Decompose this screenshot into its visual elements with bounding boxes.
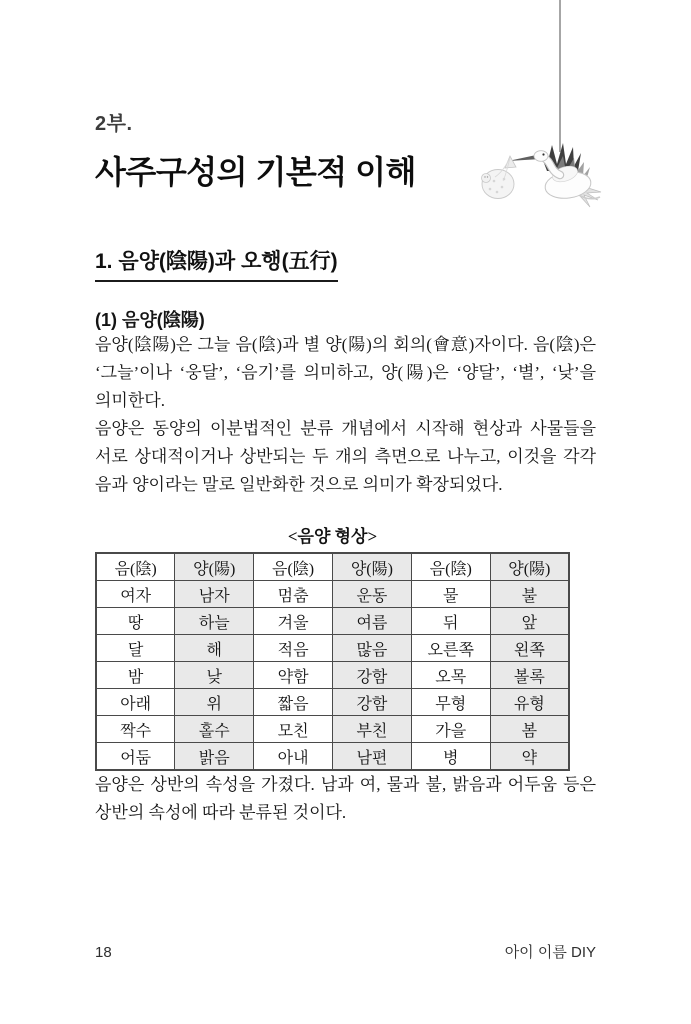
table-cell: 적음 bbox=[254, 635, 333, 662]
paragraph-yinyang-concept: 음양은 동양의 이분법적인 분류 개념에서 시작해 현상과 사물들을 서로 상대적이거나 상반되는 두 개의 측면으로 나누고, 이것을 각각 음과 양이라는 말로 일반화한 것으로 의미가 확장되었다. bbox=[95, 419, 596, 494]
table-row bbox=[96, 716, 569, 743]
table-cell: 짝수 bbox=[96, 716, 175, 743]
book-title: 아이 이름 DIY bbox=[504, 944, 596, 961]
page-title: 사주구성의 기본적 이해 bbox=[95, 154, 416, 190]
table-cell: 아래 bbox=[96, 689, 175, 716]
table-cell: 뒤 bbox=[411, 608, 490, 635]
table-cell: 아내 bbox=[254, 743, 333, 771]
table-cell: 부친 bbox=[332, 716, 411, 743]
yinyang-table bbox=[95, 552, 570, 771]
yinyang-table-head bbox=[96, 553, 569, 581]
table-cell: 홀수 bbox=[175, 716, 254, 743]
table-cell: 땅 bbox=[96, 608, 175, 635]
table-header-cell: 양(陽) bbox=[332, 553, 411, 581]
table-cell: 낮 bbox=[175, 662, 254, 689]
table-cell: 강함 bbox=[332, 662, 411, 689]
table-header-cell: 음(陰) bbox=[96, 553, 175, 581]
paragraph-yinyang-summary: 음양은 상반의 속성을 가졌다. 남과 여, 물과 불, 밝음과 어두움 등은 상반의 속성에 따라 분류된 것이다. bbox=[95, 775, 596, 822]
table-cell: 봄 bbox=[490, 716, 569, 743]
page-number: 18 bbox=[95, 944, 112, 961]
table-title: <음양 형상> bbox=[287, 527, 378, 546]
table-cell: 약 bbox=[490, 743, 569, 771]
table-cell: 위 bbox=[175, 689, 254, 716]
table-cell: 물 bbox=[411, 581, 490, 608]
yinyang-table-body bbox=[96, 581, 569, 771]
table-cell: 겨울 bbox=[254, 608, 333, 635]
table-cell: 모친 bbox=[254, 716, 333, 743]
table-cell: 밤 bbox=[96, 662, 175, 689]
table-header-cell: 음(陰) bbox=[254, 553, 333, 581]
table-cell: 남자 bbox=[175, 581, 254, 608]
table-header-cell: 음(陰) bbox=[411, 553, 490, 581]
table-row bbox=[96, 662, 569, 689]
table-row bbox=[96, 608, 569, 635]
table-cell: 많음 bbox=[332, 635, 411, 662]
table-cell: 운동 bbox=[332, 581, 411, 608]
table-cell: 앞 bbox=[490, 608, 569, 635]
table-cell: 달 bbox=[96, 635, 175, 662]
table-row bbox=[96, 689, 569, 716]
table-cell: 오목 bbox=[411, 662, 490, 689]
table-cell: 밝음 bbox=[175, 743, 254, 771]
table-cell: 무형 bbox=[411, 689, 490, 716]
table-header-cell: 양(陽) bbox=[175, 553, 254, 581]
table-cell: 짧음 bbox=[254, 689, 333, 716]
table-cell: 남편 bbox=[332, 743, 411, 771]
table-cell: 여자 bbox=[96, 581, 175, 608]
table-cell: 멈춤 bbox=[254, 581, 333, 608]
table-row bbox=[96, 743, 569, 771]
table-cell: 해 bbox=[175, 635, 254, 662]
page-footer bbox=[95, 941, 596, 962]
table-header-cell: 양(陽) bbox=[490, 553, 569, 581]
table-header-row bbox=[96, 553, 569, 581]
table-cell: 여름 bbox=[332, 608, 411, 635]
table-cell: 오른쪽 bbox=[411, 635, 490, 662]
table-cell: 왼쪽 bbox=[490, 635, 569, 662]
table-cell: 약함 bbox=[254, 662, 333, 689]
table-cell: 하늘 bbox=[175, 608, 254, 635]
table-row bbox=[96, 581, 569, 608]
table-cell: 병 bbox=[411, 743, 490, 771]
table-cell: 불 bbox=[490, 581, 569, 608]
table-cell: 가을 bbox=[411, 716, 490, 743]
table-cell: 어둠 bbox=[96, 743, 175, 771]
section-heading: 1. 음양(陰陽)과 오행(五行) bbox=[95, 249, 338, 282]
part-label: 2부. bbox=[95, 113, 133, 135]
table-cell: 볼록 bbox=[490, 662, 569, 689]
paragraph-yinyang-meaning: 음양(陰陽)은 그늘 음(陰)과 별 양(陽)의 회의(會意)자이다. 음(陰)은 ‘그늘’이나 ‘웅달’, ‘음기’를 의미하고, 양(陽)은 ‘양달’, ‘별’, ‘낮’을 의미한다. bbox=[95, 335, 596, 410]
page-content bbox=[95, 0, 596, 827]
subsection-heading: (1) 음양(陰陽) bbox=[95, 310, 205, 330]
table-row bbox=[96, 635, 569, 662]
table-cell: 유형 bbox=[490, 689, 569, 716]
table-cell: 강함 bbox=[332, 689, 411, 716]
